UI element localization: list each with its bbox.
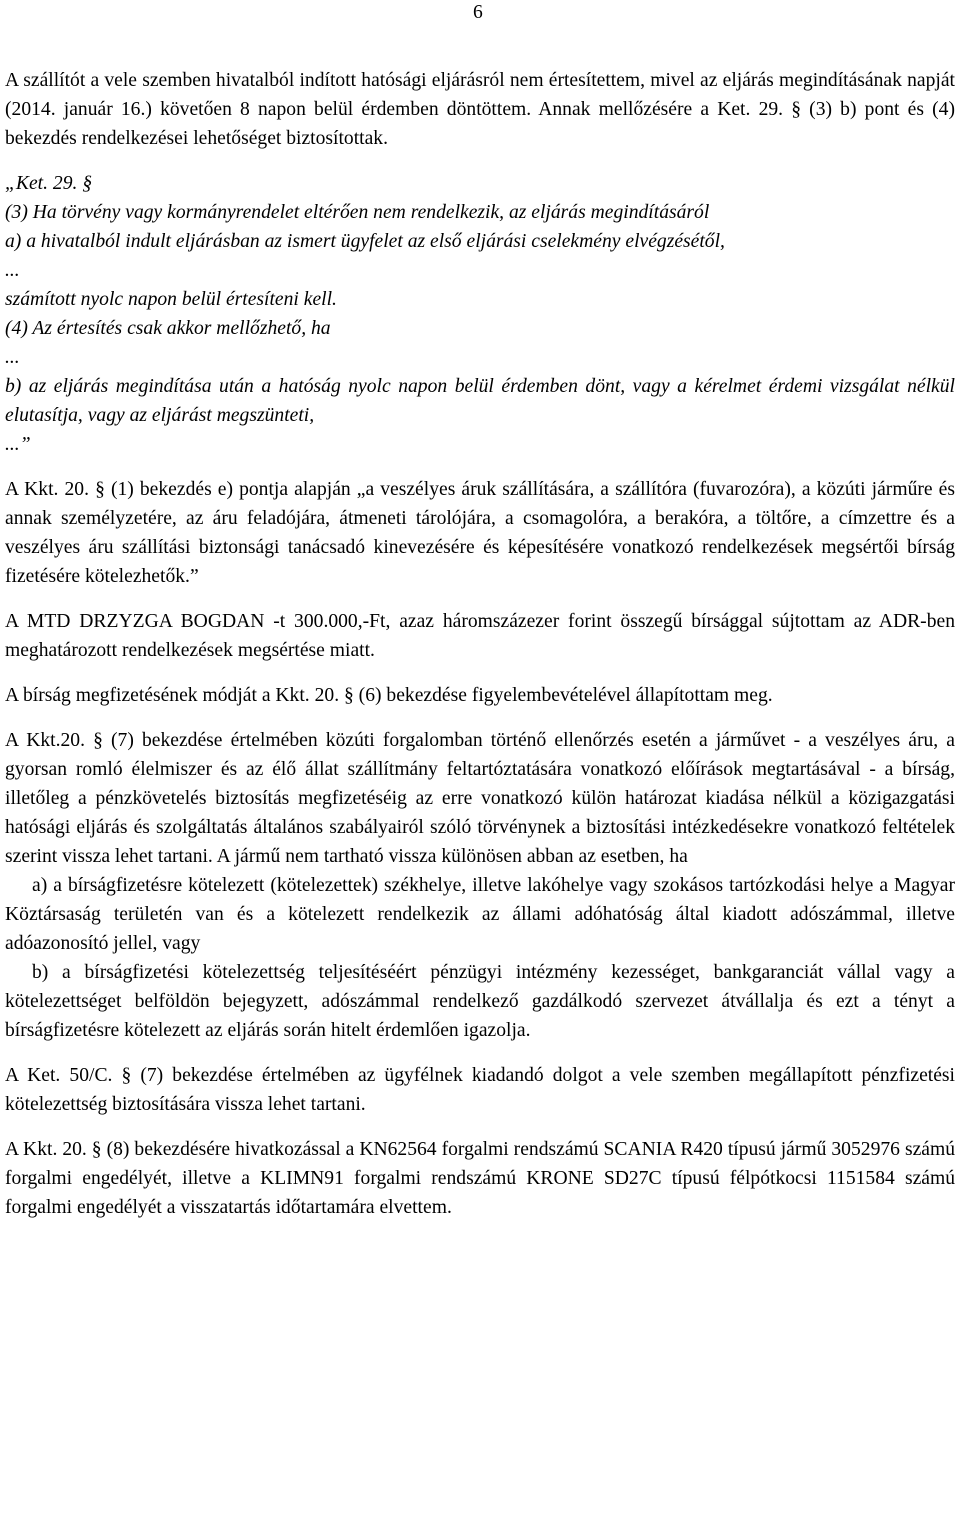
paragraph-condition-b: b) a bírságfizetési kötelezettség teljesítéséért pénzügyi intézmény kezességet, bankgaranciát vállal vagy a kötelezettséget belföldön bejegyzett, adószámmal rendelkező gazdálkodó szervezet átvállalja és ezt a tényt a bírságfizetésre kötelezett az eljárás során hitelt érdemlően igazolja. xyxy=(5,962,955,1041)
quote-line: b) az eljárás megindítása után a hatóság nyolc napon belül érdemben dönt, vagy a kérelmet érdemi vizsgálat nélkül elutasítja, vagy az eljárást megszünteti, xyxy=(5,376,955,426)
paragraph-condition-a: a) a bírságfizetésre kötelezett (kötelezettek) székhelye, illetve lakóhelye vagy szokásos tartózkodási helye a Magyar Köztársaság területén van és a kötelezett rendelkezik az állami adóhatóság által kiadott adószámmal, illetve adóazonosító jellel, vagy xyxy=(5,875,955,954)
quote-line: ... xyxy=(5,260,20,281)
paragraph-kkt-20-8: A Kkt. 20. § (8) bekezdésére hivatkozással a KN62564 forgalmi rendszámú SCANIA R420 típusú jármű 3052976 számú forgalmi engedélyét, illetve a KLIMN91 forgalmi rendszámú KRONE SD27C típusú félpótkocsi 1151584 számú forgalmi engedélyét a visszatartás időtartamára elvettem. xyxy=(5,1139,955,1218)
paragraph-intro: A szállítót a vele szemben hivatalból indított hatósági eljárásról nem értesítettem, mivel az eljárás megindításának napját (2014. január 16.) követően 8 napon belül érdemben döntöttem. Annak mellőzésére a Ket. 29. § (3) b) pont és (4) bekezdés rendelkezései lehetőséget biztosítottak. xyxy=(5,70,955,149)
document-body xyxy=(5,66,955,1222)
quote-line: (3) Ha törvény vagy kormányrendelet eltérően nem rendelkezik, az eljárás megindításáról xyxy=(5,202,710,223)
quoted-law-ket-29 xyxy=(5,169,955,459)
page-number: 6 xyxy=(473,2,483,23)
quote-line: ...” xyxy=(5,434,31,455)
paragraph-kkt-20-7: A Kkt.20. § (7) bekezdése értelmében közúti forgalomban történő ellenőrzés esetén a járművet - a veszélyes áru, a gyorsan romló élelmiszer és az élő állat szállítmány feltartóztatására vonatkozó előírások megtartásával - a bírság, illetőleg a pénzkövetelés biztosítás megfizetéséig az erre vonatkozó külön határozat kiadása nélkül a közigazgatási hatósági eljárás és szolgáltatás általános szabályairól szóló törvénynek a biztosítási intézkedésekre vonatkozó feltételek szerint vissza lehet tartani. A jármű nem tartható vissza különösen abban az esetben, ha xyxy=(5,730,955,867)
paragraph-kkt-20-1: A Kkt. 20. § (1) bekezdés e) pontja alapján „a veszélyes áruk szállítására, a szállítóra (fuvarozóra), a közúti járműre és annak személyzetére, az áru feladójára, átmeneti tárolójára, a csomagolóra, a berakóra, a töltőre, a címzettre és a veszélyes áru szállítási biztonsági tanácsadó kinevezésére és képesítésére vonatkozó rendelkezések megsértői bírság fizetésére kötelezhetők.” xyxy=(5,479,955,587)
paragraph-payment-method: A bírság megfizetésének módját a Kkt. 20. § (6) bekezdése figyelembevételével állapítottam meg. xyxy=(5,685,773,706)
quote-line: számított nyolc napon belül értesíteni kell. xyxy=(5,289,337,310)
quote-line: (4) Az értesítés csak akkor mellőzhető, ha xyxy=(5,318,331,339)
quote-line: ... xyxy=(5,347,20,368)
paragraph-fine: A MTD DRZYZGA BOGDAN -t 300.000,-Ft, azaz háromszázezer forint összegű bírsággal sújtottam az ADR-ben meghatározott rendelkezések megsértése miatt. xyxy=(5,611,955,661)
paragraph-ket-50c: A Ket. 50/C. § (7) bekezdése értelmében az ügyfélnek kiadandó dolgot a vele szemben megállapított pénzfizetési kötelezettség biztosítására vissza lehet tartani. xyxy=(5,1065,955,1115)
quote-line: a) a hivatalból indult eljárásban az ismert ügyfelet az első eljárási cselekmény elvégzésétől, xyxy=(5,231,725,252)
quote-line: „Ket. 29. § xyxy=(5,173,93,194)
